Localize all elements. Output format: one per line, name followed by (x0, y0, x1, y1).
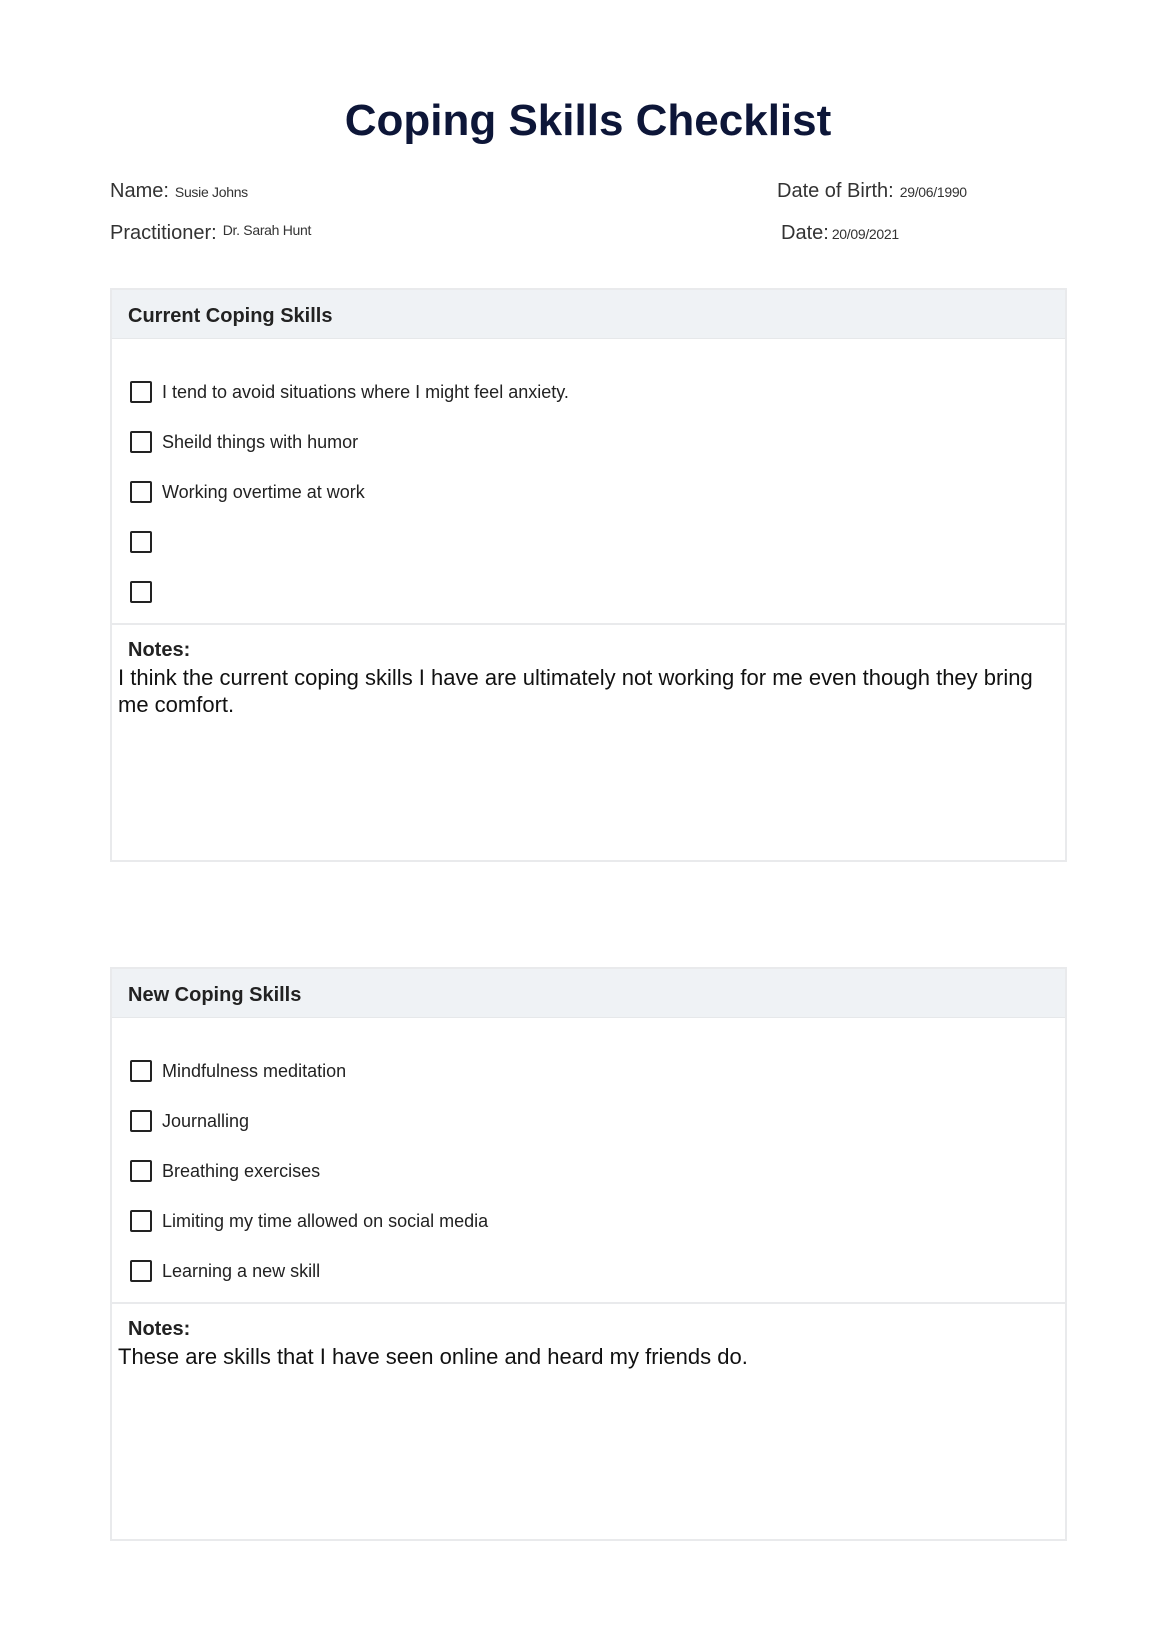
notes-area[interactable] (112, 625, 1065, 718)
checklist-item[interactable] (130, 1246, 1065, 1296)
checkbox[interactable] (130, 531, 152, 553)
checkbox[interactable] (130, 481, 152, 503)
section-heading: Current Coping Skills (112, 290, 1065, 339)
item-label: Journalling (162, 1110, 250, 1131)
practitioner-field (110, 222, 311, 245)
notes-text[interactable]: I think the current coping skills I have are ultimately not working for me even though they bring me comfort. (118, 665, 1033, 717)
notes-text[interactable]: These are skills that I have seen online and heard my friends do. (118, 1344, 748, 1369)
name-label: Name: (110, 180, 169, 202)
checkbox[interactable] (130, 1210, 152, 1232)
notes-label: Notes: (128, 639, 191, 661)
dob-value[interactable]: 29/06/1990 (899, 184, 967, 200)
item-label: Breathing exercises (162, 1160, 321, 1181)
practitioner-label: Practitioner: (110, 222, 217, 244)
notes-area[interactable] (112, 1304, 1065, 1370)
dob-field (777, 180, 967, 203)
date-value[interactable]: 20/09/2021 (831, 226, 899, 242)
page-title: Coping Skills Checklist (344, 96, 832, 145)
checkbox[interactable] (130, 1060, 152, 1082)
checkbox[interactable] (130, 431, 152, 453)
checkbox[interactable] (130, 581, 152, 603)
checkbox[interactable] (130, 1160, 152, 1182)
checkbox[interactable] (130, 1260, 152, 1282)
checklist-item[interactable] (130, 1046, 1065, 1096)
dob-label: Date of Birth: (777, 180, 894, 202)
name-field (110, 180, 248, 203)
checklist-item[interactable] (130, 367, 1065, 417)
item-label: Learning a new skill (162, 1260, 321, 1281)
checklist (112, 339, 1065, 625)
item-label: I tend to avoid situations where I might feel anxiety. (162, 381, 569, 402)
checklist-item[interactable] (130, 1146, 1065, 1196)
practitioner-value[interactable]: Dr. Sarah Hunt (222, 222, 312, 238)
checklist (112, 1018, 1065, 1304)
checkbox[interactable] (130, 381, 152, 403)
current-coping-skills-section (110, 288, 1067, 862)
checklist-item[interactable] (130, 417, 1065, 467)
new-coping-skills-section (110, 967, 1067, 1541)
checklist-item[interactable] (130, 1196, 1065, 1246)
checklist-item[interactable] (130, 517, 1065, 567)
name-value[interactable]: Susie Johns (174, 184, 248, 200)
item-label: Mindfulness meditation (162, 1060, 347, 1081)
item-label: Limiting my time allowed on social media (162, 1210, 489, 1231)
date-field (781, 222, 899, 245)
section-heading: New Coping Skills (112, 969, 1065, 1018)
item-label: Sheild things with humor (162, 431, 359, 452)
checklist-item[interactable] (130, 1096, 1065, 1146)
checklist-item[interactable] (130, 467, 1065, 517)
date-label: Date: (781, 222, 829, 244)
checkbox[interactable] (130, 1110, 152, 1132)
checklist-item[interactable] (130, 567, 1065, 617)
notes-label: Notes: (128, 1318, 191, 1340)
item-label: Working overtime at work (162, 481, 365, 502)
